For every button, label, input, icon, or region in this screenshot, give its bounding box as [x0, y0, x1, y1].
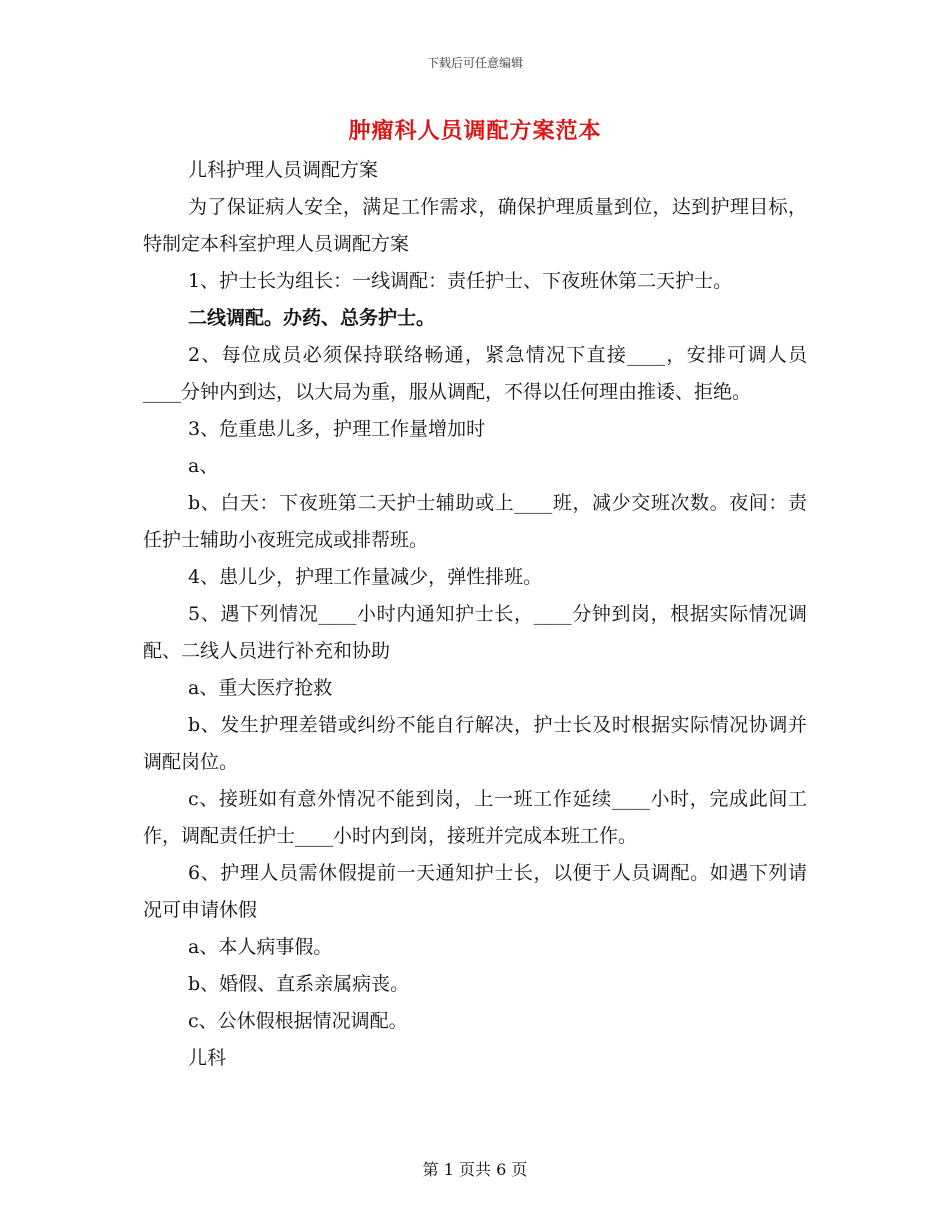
paragraph: 6、护理人员需休假提前一天通知护士长，以便于人员调配。如遇下列请况可申请休假: [143, 862, 807, 921]
paragraph: a、: [188, 455, 219, 477]
paragraph: b、婚假、直系亲属病丧。: [188, 973, 410, 995]
paragraph: b、白天：下夜班第二天护士辅助或上____班，减少交班次数。夜间：责任护士辅助小夜班完成或排帮班。: [143, 492, 807, 551]
document-title: 肿瘤科人员调配方案范本: [348, 118, 602, 144]
paragraph: 3、危重患儿多，护理工作量增加时: [188, 418, 486, 440]
paragraph: 为了保证病人安全，满足工作需求，确保护理质量到位，达到护理目标，特制定本科室护理人员调配方案: [143, 196, 807, 255]
paragraph: c、接班如有意外情况不能到岗，上一班工作延续____小时，完成此间工作，调配责任护士____小时内到岗，接班并完成本班工作。: [143, 788, 807, 847]
paragraph: 儿科护理人员调配方案: [188, 159, 379, 181]
page-footer: 第 1 页共 6 页: [422, 1160, 528, 1179]
paragraph: 1、护士长为组长：一线调配：责任护士、下夜班休第二天护士。: [188, 270, 733, 292]
paragraph: b、发生护理差错或纠纷不能自行解决，护士长及时根据实际情况协调并调配岗位。: [143, 714, 807, 773]
paragraph: c、公休假根据情况调配。: [188, 1010, 408, 1032]
paragraph: 儿科: [188, 1047, 227, 1069]
document-body: [143, 152, 807, 1077]
paragraph: 5、遇下列情况____小时内通知护士长，____分钟到岗，根据实际情况调配、二线人员进行补充和协助: [143, 603, 807, 662]
paragraph: 二线调配。办药、总务护士。: [188, 307, 436, 329]
paragraph: a、重大医疗抢救: [188, 677, 333, 699]
page-header-note: 下载后可任意编辑: [426, 56, 523, 70]
paragraph: 2、每位成员必须保持联络畅通，紧急情况下直接____，安排可调人员____分钟内到达，以大局为重，服从调配，不得以任何理由推诿、拒绝。: [143, 344, 807, 403]
paragraph: 4、患儿少，护理工作量减少，弹性排班。: [188, 566, 543, 588]
paragraph: a、本人病事假。: [188, 936, 333, 958]
